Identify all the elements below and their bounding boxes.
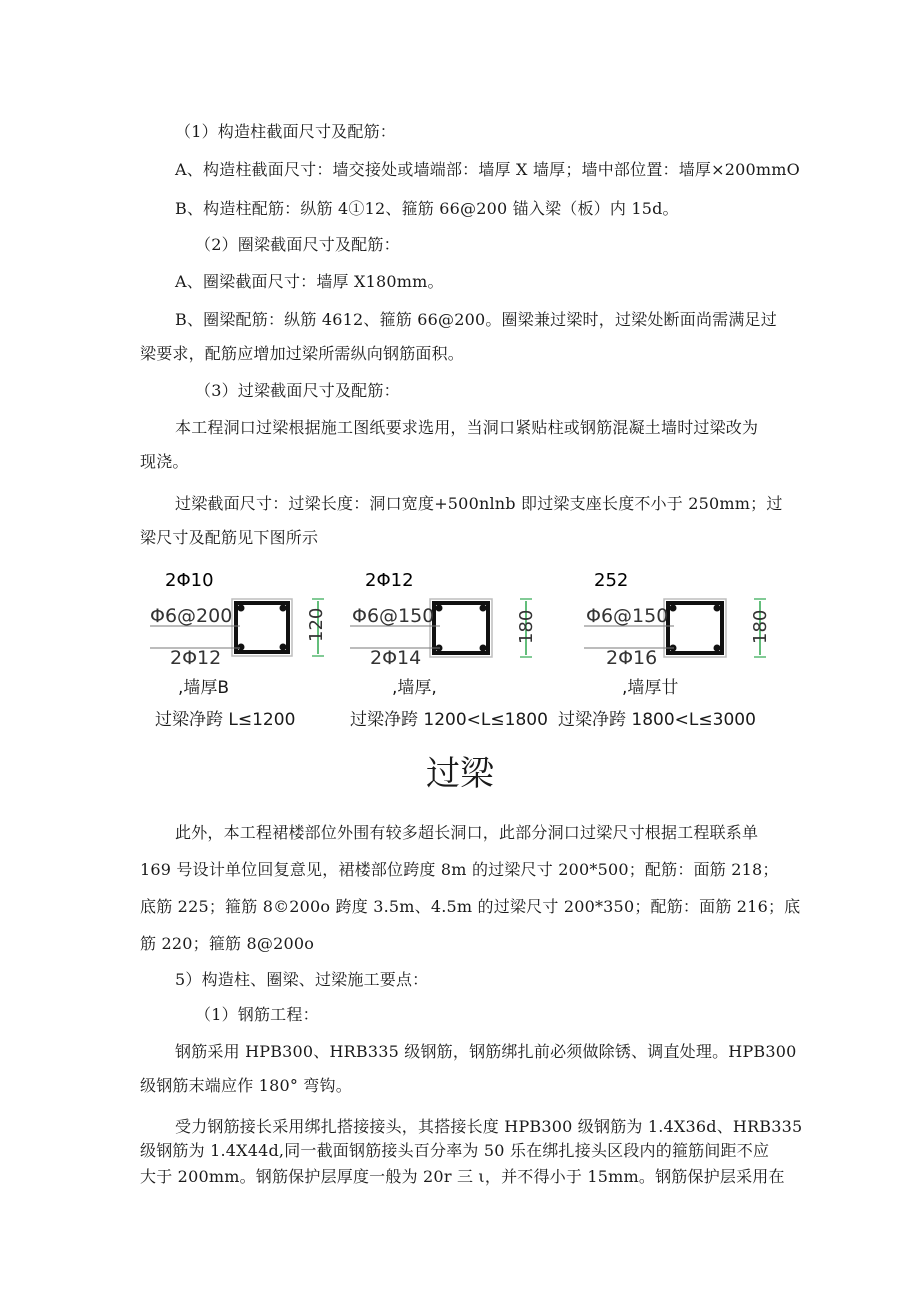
wall-note: ,墙厚B <box>178 678 230 698</box>
lintel-section-diagram <box>140 562 780 702</box>
paragraph: （2）圈梁截面尺寸及配筋： <box>195 235 400 254</box>
paragraph: B、构造柱配筋：纵筋 4①12、箍筋 66@200 锚入梁（板）内 15d。 <box>175 199 679 218</box>
height-dimension: 180 <box>516 609 537 644</box>
span-label: 过梁净跨 1200<L≤1800 <box>350 710 548 730</box>
paragraph: 169 号设计单位回复意见，裙楼部位跨度 8m 的过梁尺寸 200*500；配筋：面筋 218； <box>140 860 779 879</box>
lintel-section-3 <box>584 570 771 669</box>
wall-note: ,墙厚廿 <box>622 678 679 698</box>
lintel-section-1 <box>150 570 327 669</box>
paragraph: B、圈梁配筋：纵筋 4612、箍筋 66@200。圈梁兼过梁时，过梁处断面尚需满足过 <box>175 310 777 329</box>
paragraph: 受力钢筋接长采用绑扎搭接接头，其搭接长度 HPB300 级钢筋为 1.4X36d、HRB335 <box>175 1117 803 1136</box>
paragraph: 此外，本工程裙楼部位外围有较多超长洞口，此部分洞口过梁尺寸根据工程联系单 <box>175 823 759 842</box>
paragraph: 底筋 225；箍筋 8©200o 跨度 3.5m、4.5m 的过梁尺寸 200*350；配筋：面筋 216；底 <box>140 897 801 916</box>
paragraph: （1）钢筋工程： <box>195 1005 319 1024</box>
bottom-bar-label: 2Φ12 <box>170 647 222 669</box>
paragraph: 级钢筋为 1.4X44d,同一截面钢筋接头百分率为 50 乐在绑扎接头区段内的箍筋间距不应 <box>140 1141 770 1160</box>
top-bar-label: 2Φ12 <box>365 570 414 591</box>
paragraph: 级钢筋末端应作 180° 弯钩。 <box>140 1076 352 1095</box>
top-bar-label: 2Φ10 <box>165 570 214 591</box>
height-dimension: 120 <box>306 607 327 642</box>
paragraph: （1）构造柱截面尺寸及配筋： <box>175 122 396 141</box>
stirrup-label: Φ6@150 <box>352 605 435 627</box>
paragraph: 本工程洞口过梁根据施工图纸要求选用，当洞口紧贴柱或钢筋混凝土墙时过梁改为 <box>175 418 759 437</box>
paragraph: 现浇。 <box>140 452 189 471</box>
stirrup-label: Φ6@200 <box>150 605 233 627</box>
paragraph: 梁要求，配筋应增加过梁所需纵向钢筋面积。 <box>140 344 465 363</box>
paragraph: A、圈梁截面尺寸：墙厚 X180mm。 <box>175 272 444 291</box>
span-label: 过梁净跨 L≤1200 <box>155 710 296 730</box>
top-bar-label: 252 <box>594 570 629 591</box>
lintel-section-2 <box>350 570 537 669</box>
bottom-bar-label: 2Φ14 <box>370 647 422 669</box>
wall-note: ,墙厚, <box>392 678 437 698</box>
paragraph: 5）构造柱、圈梁、过梁施工要点： <box>175 970 429 989</box>
paragraph: 筋 220；箍筋 8@200o <box>140 934 315 953</box>
paragraph: （3）过梁截面尺寸及配筋： <box>195 381 400 400</box>
paragraph: 梁尺寸及配筋见下图所示 <box>140 528 319 547</box>
height-dimension: 180 <box>750 609 771 644</box>
paragraph: 大于 200mm。钢筋保护层厚度一般为 20r 三 ι，并不得小于 15mm。钢筋保护层采用在 <box>140 1167 785 1186</box>
span-label: 过梁净跨 1800<L≤3000 <box>558 710 756 730</box>
bottom-bar-label: 2Φ16 <box>606 647 658 669</box>
stirrup-label: Φ6@150 <box>586 605 669 627</box>
paragraph: 钢筋采用 HPB300、HRB335 级钢筋，钢筋绑扎前必须做除锈、调直处理。HPB300 <box>175 1042 797 1061</box>
paragraph: 过梁截面尺寸：过梁长度：洞口宽度+500nlnb 即过梁支座长度不小于 250mm；过 <box>175 494 783 513</box>
diagram-title: 过梁 <box>426 754 494 794</box>
paragraph: A、构造柱截面尺寸：墙交接处或墙端部：墙厚 X 墙厚；墙中部位置：墙厚×200mmO <box>175 160 800 179</box>
